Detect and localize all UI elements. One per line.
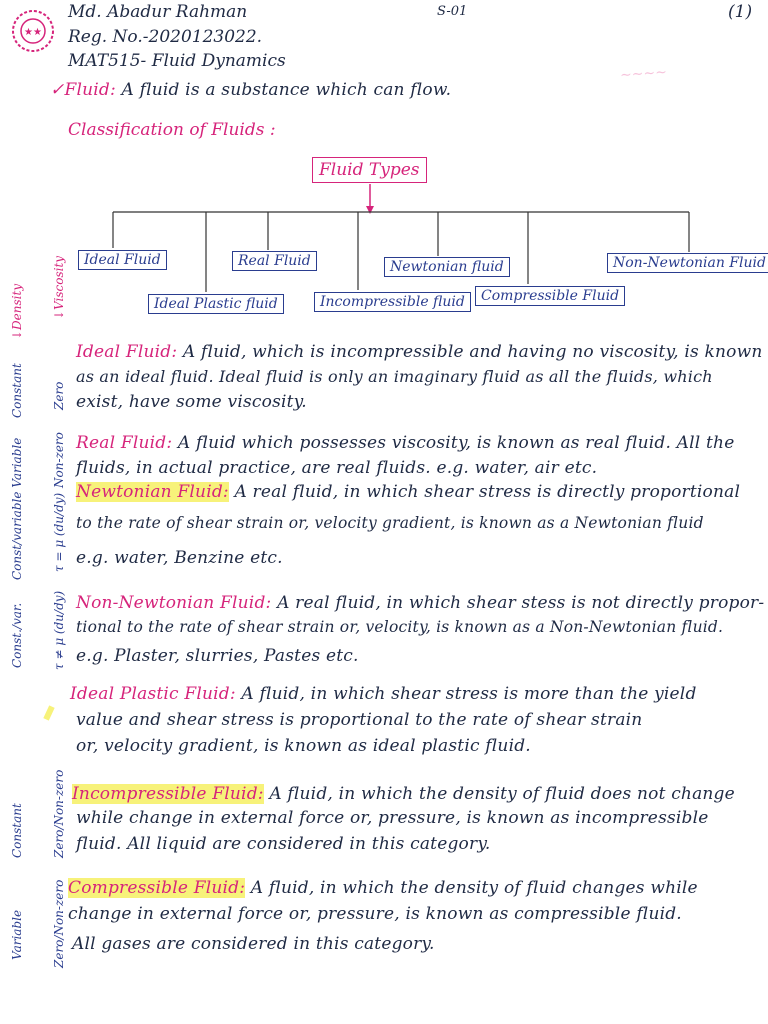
side-label-constant: Constant xyxy=(10,363,24,418)
incompressible-fluid-line-2: while change in external force or, pressure, is known as incompressible xyxy=(76,808,709,828)
side-label-variable-2: Variable xyxy=(10,909,24,960)
node-real-fluid: Real Fluid xyxy=(232,251,317,271)
side-label-zero-nonzero-1: Zero/Non-zero xyxy=(52,769,66,858)
svg-text:★★: ★★ xyxy=(24,27,42,38)
node-newtonian-fluid: Newtonian fluid xyxy=(384,257,510,277)
non-newtonian-fluid-line-2: tional to the rate of shear strain or, velocity, is known as a Non-Newtonian fluid. xyxy=(76,618,724,636)
side-label-zero-nonzero-2: Zero/Non-zero xyxy=(52,879,66,968)
ideal-fluid-line-3: exist, have some viscosity. xyxy=(76,392,307,412)
real-fluid-line-2: fluids, in actual practice, are real fluids. e.g. water, air etc. xyxy=(76,458,598,478)
real-fluid-line-1: Real Fluid: A fluid which possesses viscosity, is known as real fluid. All the xyxy=(76,433,735,453)
student-name: Md. Abadur Rahman xyxy=(68,2,248,22)
side-label-nonzero: Non-zero xyxy=(52,432,66,488)
side-label-newton-equation: τ = μ (du/dy) xyxy=(52,492,66,572)
fluid-term: Fluid: xyxy=(64,80,116,100)
classification-heading: Classification of Fluids : xyxy=(68,120,276,140)
side-label-const-var: Const./var. xyxy=(10,602,24,668)
fluid-definition-text: A fluid is a substance which can flow. xyxy=(115,80,452,100)
node-ideal-fluid: Ideal Fluid xyxy=(78,250,167,270)
side-label-zero: Zero xyxy=(52,381,66,410)
node-ideal-plastic-fluid: Ideal Plastic fluid xyxy=(148,294,284,314)
newtonian-fluid-line-1: Newtonian Fluid: A real fluid, in which shear stress is directly proportional xyxy=(76,482,741,502)
fluid-types-root: Fluid Types xyxy=(312,157,427,183)
node-compressible-fluid: Compressible Fluid xyxy=(475,286,625,306)
ideal-plastic-fluid-term: Ideal Plastic Fluid: xyxy=(70,684,236,704)
node-non-newtonian-fluid: Non-Newtonian Fluid xyxy=(607,253,768,273)
newtonian-fluid-line-2: to the rate of shear strain or, velocity gradient, is known as a Newtonian fluid xyxy=(76,514,704,532)
compressible-fluid-line-3: All gases are considered in this category. xyxy=(72,934,435,954)
compressible-fluid-line-2: change in external force or, pressure, is known as compressible fluid. xyxy=(68,904,682,924)
course-title: MAT515- Fluid Dynamics xyxy=(68,51,286,71)
non-newtonian-fluid-line-3: e.g. Plaster, slurries, Pastes etc. xyxy=(76,646,359,666)
ideal-fluid-line-2: as an ideal fluid. Ideal fluid is only an imaginary fluid as all the fluids, which xyxy=(76,367,713,386)
side-label-non-newton-equation: τ ≠ μ (du/dy) xyxy=(52,590,66,670)
non-newtonian-fluid-term: Non-Newtonian Fluid: xyxy=(76,593,272,613)
check-icon: ✓ xyxy=(50,80,65,100)
incompressible-fluid-line-1: Incompressible Fluid: A fluid, in which the density of fluid does not change xyxy=(72,784,735,804)
ideal-plastic-fluid-line-3: or, velocity gradient, is known as ideal plastic fluid. xyxy=(76,736,531,756)
real-fluid-term: Real Fluid: xyxy=(76,433,173,453)
sheet-label: S-01 xyxy=(437,4,468,19)
side-label-constant-2: Constant xyxy=(10,803,24,858)
ideal-fluid-term: Ideal Fluid: xyxy=(76,342,178,362)
newtonian-fluid-line-3: e.g. water, Benzine etc. xyxy=(76,548,283,568)
side-label-density: ↓Density xyxy=(10,283,24,340)
registration-number: Reg. No.-2020123022. xyxy=(68,27,263,47)
faint-scribble: ~~~~ xyxy=(619,64,668,84)
node-incompressible-fluid: Incompressible fluid xyxy=(314,292,471,312)
ideal-plastic-fluid-line-1: Ideal Plastic Fluid: A fluid, in which shear stress is more than the yield xyxy=(70,684,697,704)
incompressible-fluid-term: Incompressible Fluid: xyxy=(72,784,264,804)
ideal-fluid-line-1: Ideal Fluid: A fluid, which is incompressible and having no viscosity, is known xyxy=(76,342,763,362)
side-label-variable: Const/variable Variable xyxy=(10,437,24,580)
highlighter-mark xyxy=(43,705,54,720)
compressible-fluid-line-1: Compressible Fluid: A fluid, in which the density of fluid changes while xyxy=(68,878,698,898)
side-label-viscosity: ↓Viscosity xyxy=(52,255,66,320)
newtonian-fluid-term: Newtonian Fluid: xyxy=(76,482,229,502)
incompressible-fluid-line-3: fluid. All liquid are considered in this category. xyxy=(76,834,491,854)
compressible-fluid-term: Compressible Fluid: xyxy=(68,878,246,898)
ideal-plastic-fluid-line-2: value and shear stress is proportional to the rate of shear strain xyxy=(76,710,643,730)
non-newtonian-fluid-line-1: Non-Newtonian Fluid: A real fluid, in which shear stess is not directly propor- xyxy=(76,593,765,613)
page-number: (1) xyxy=(728,2,753,22)
